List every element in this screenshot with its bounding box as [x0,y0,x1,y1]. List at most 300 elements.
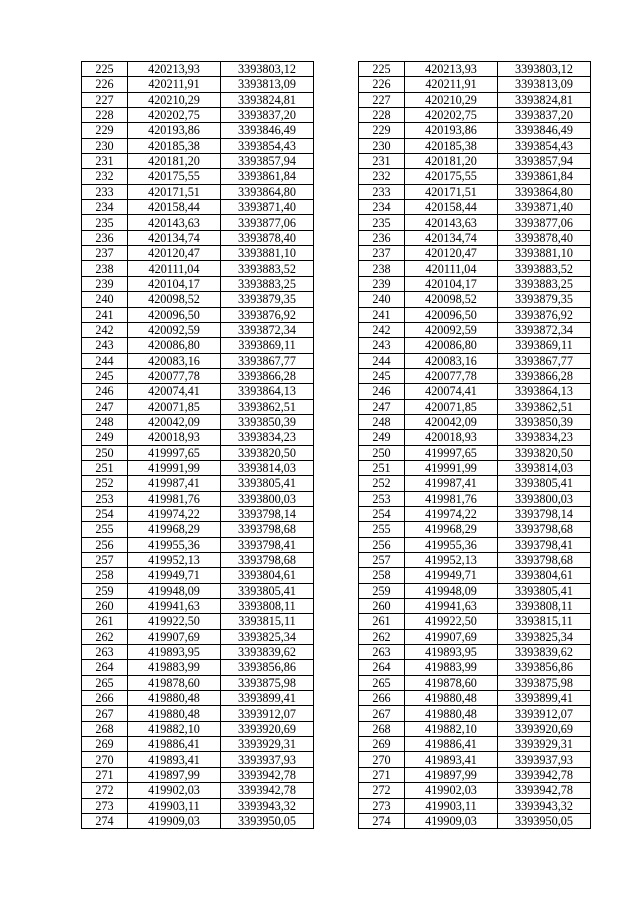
column-gap [314,460,359,475]
right-x-coordinate-cell: 419886,41 [405,737,498,752]
table-row [82,583,591,598]
left-point-number-cell: 246 [82,384,128,399]
right-point-number-cell: 228 [359,108,405,123]
column-gap [314,629,359,644]
right-x-coordinate-cell: 419955,36 [405,537,498,552]
left-x-coordinate-cell: 419948,09 [128,583,221,598]
left-point-number-cell: 233 [82,184,128,199]
right-y-coordinate-cell: 3393825,34 [498,629,591,644]
left-y-coordinate-cell: 3393876,92 [221,307,314,322]
column-gap [314,384,359,399]
left-y-coordinate-cell: 3393825,34 [221,629,314,644]
right-y-coordinate-cell: 3393803,12 [498,62,591,77]
table-row [82,138,591,153]
left-x-coordinate-cell: 420096,50 [128,307,221,322]
left-y-coordinate-cell: 3393805,41 [221,476,314,491]
table-row [82,230,591,245]
right-point-number-cell: 274 [359,813,405,828]
right-x-coordinate-cell: 420181,20 [405,154,498,169]
right-y-coordinate-cell: 3393798,68 [498,553,591,568]
left-y-coordinate-cell: 3393937,93 [221,752,314,767]
column-gap [314,645,359,660]
right-y-coordinate-cell: 3393856,86 [498,660,591,675]
right-point-number-cell: 257 [359,553,405,568]
left-point-number-cell: 267 [82,706,128,721]
table-row [82,783,591,798]
right-y-coordinate-cell: 3393815,11 [498,614,591,629]
column-gap [314,138,359,153]
left-point-number-cell: 251 [82,460,128,475]
left-x-coordinate-cell: 420213,93 [128,62,221,77]
right-x-coordinate-cell: 419909,03 [405,813,498,828]
column-gap [314,230,359,245]
table-row [82,645,591,660]
left-point-number-cell: 250 [82,445,128,460]
left-point-number-cell: 256 [82,537,128,552]
table-row [82,752,591,767]
right-y-coordinate-cell: 3393805,41 [498,583,591,598]
table-row [82,338,591,353]
left-y-coordinate-cell: 3393872,34 [221,322,314,337]
right-y-coordinate-cell: 3393820,50 [498,445,591,460]
left-y-coordinate-cell: 3393805,41 [221,583,314,598]
right-y-coordinate-cell: 3393804,61 [498,568,591,583]
column-gap [314,568,359,583]
right-x-coordinate-cell: 420092,59 [405,322,498,337]
left-point-number-cell: 238 [82,261,128,276]
left-y-coordinate-cell: 3393856,86 [221,660,314,675]
right-point-number-cell: 236 [359,230,405,245]
column-gap [314,92,359,107]
right-point-number-cell: 269 [359,737,405,752]
right-y-coordinate-cell: 3393864,80 [498,184,591,199]
column-gap [314,368,359,383]
right-point-number-cell: 249 [359,430,405,445]
table-row [82,798,591,813]
column-gap [314,215,359,230]
right-y-coordinate-cell: 3393839,62 [498,645,591,660]
left-y-coordinate-cell: 3393881,10 [221,246,314,261]
table-row [82,537,591,552]
left-y-coordinate-cell: 3393861,84 [221,169,314,184]
right-y-coordinate-cell: 3393875,98 [498,675,591,690]
left-point-number-cell: 258 [82,568,128,583]
left-point-number-cell: 268 [82,721,128,736]
right-point-number-cell: 241 [359,307,405,322]
right-x-coordinate-cell: 419997,65 [405,445,498,460]
left-y-coordinate-cell: 3393798,68 [221,553,314,568]
table-row [82,491,591,506]
table-row [82,460,591,475]
left-x-coordinate-cell: 419897,99 [128,767,221,782]
column-gap [314,445,359,460]
left-y-coordinate-cell: 3393899,41 [221,691,314,706]
right-x-coordinate-cell: 419941,63 [405,599,498,614]
table-row [82,414,591,429]
right-x-coordinate-cell: 419880,48 [405,706,498,721]
right-x-coordinate-cell: 419987,41 [405,476,498,491]
right-y-coordinate-cell: 3393813,09 [498,77,591,92]
left-x-coordinate-cell: 420018,93 [128,430,221,445]
right-x-coordinate-cell: 420104,17 [405,276,498,291]
table-row [82,660,591,675]
left-x-coordinate-cell: 419968,29 [128,522,221,537]
table-row [82,261,591,276]
right-y-coordinate-cell: 3393869,11 [498,338,591,353]
table-row [82,276,591,291]
table-row [82,184,591,199]
right-y-coordinate-cell: 3393864,13 [498,384,591,399]
left-y-coordinate-cell: 3393804,61 [221,568,314,583]
right-x-coordinate-cell: 420202,75 [405,108,498,123]
column-gap [314,476,359,491]
right-point-number-cell: 255 [359,522,405,537]
column-gap [314,721,359,736]
right-point-number-cell: 235 [359,215,405,230]
left-point-number-cell: 243 [82,338,128,353]
left-point-number-cell: 225 [82,62,128,77]
right-point-number-cell: 251 [359,460,405,475]
table-row [82,62,591,77]
table-row [82,737,591,752]
right-y-coordinate-cell: 3393876,92 [498,307,591,322]
left-y-coordinate-cell: 3393878,40 [221,230,314,245]
left-x-coordinate-cell: 419907,69 [128,629,221,644]
table-row [82,553,591,568]
right-x-coordinate-cell: 420098,52 [405,292,498,307]
right-x-coordinate-cell: 419974,22 [405,506,498,521]
left-x-coordinate-cell: 419909,03 [128,813,221,828]
right-point-number-cell: 231 [359,154,405,169]
right-point-number-cell: 226 [359,77,405,92]
left-x-coordinate-cell: 419941,63 [128,599,221,614]
right-point-number-cell: 264 [359,660,405,675]
left-point-number-cell: 255 [82,522,128,537]
left-y-coordinate-cell: 3393869,11 [221,338,314,353]
left-point-number-cell: 265 [82,675,128,690]
column-gap [314,614,359,629]
right-y-coordinate-cell: 3393883,25 [498,276,591,291]
column-gap [314,62,359,77]
left-x-coordinate-cell: 420077,78 [128,368,221,383]
column-gap [314,276,359,291]
left-y-coordinate-cell: 3393942,78 [221,783,314,798]
left-point-number-cell: 231 [82,154,128,169]
right-x-coordinate-cell: 420018,93 [405,430,498,445]
right-y-coordinate-cell: 3393878,40 [498,230,591,245]
right-point-number-cell: 265 [359,675,405,690]
right-y-coordinate-cell: 3393920,69 [498,721,591,736]
left-x-coordinate-cell: 419903,11 [128,798,221,813]
left-y-coordinate-cell: 3393862,51 [221,399,314,414]
right-point-number-cell: 232 [359,169,405,184]
right-x-coordinate-cell: 419981,76 [405,491,498,506]
right-y-coordinate-cell: 3393899,41 [498,691,591,706]
left-x-coordinate-cell: 420086,80 [128,338,221,353]
table-row [82,246,591,261]
left-x-coordinate-cell: 420185,38 [128,138,221,153]
left-x-coordinate-cell: 420158,44 [128,200,221,215]
left-point-number-cell: 274 [82,813,128,828]
column-gap [314,660,359,675]
left-x-coordinate-cell: 419981,76 [128,491,221,506]
table-row [82,108,591,123]
table-row [82,721,591,736]
right-x-coordinate-cell: 419922,50 [405,614,498,629]
right-point-number-cell: 243 [359,338,405,353]
table-row [82,353,591,368]
right-y-coordinate-cell: 3393854,43 [498,138,591,153]
right-point-number-cell: 273 [359,798,405,813]
right-point-number-cell: 256 [359,537,405,552]
right-x-coordinate-cell: 419883,99 [405,660,498,675]
left-y-coordinate-cell: 3393815,11 [221,614,314,629]
table-row [82,77,591,92]
right-point-number-cell: 247 [359,399,405,414]
table-row [82,169,591,184]
right-point-number-cell: 229 [359,123,405,138]
table-row [82,215,591,230]
left-point-number-cell: 261 [82,614,128,629]
left-x-coordinate-cell: 419893,41 [128,752,221,767]
right-x-coordinate-cell: 419948,09 [405,583,498,598]
coordinates-table-body [82,62,591,829]
left-point-number-cell: 240 [82,292,128,307]
right-y-coordinate-cell: 3393808,11 [498,599,591,614]
left-point-number-cell: 230 [82,138,128,153]
table-row [82,368,591,383]
left-y-coordinate-cell: 3393866,28 [221,368,314,383]
right-x-coordinate-cell: 420120,47 [405,246,498,261]
column-gap [314,798,359,813]
right-x-coordinate-cell: 419893,41 [405,752,498,767]
right-point-number-cell: 263 [359,645,405,660]
column-gap [314,399,359,414]
right-y-coordinate-cell: 3393805,41 [498,476,591,491]
left-point-number-cell: 244 [82,353,128,368]
left-y-coordinate-cell: 3393814,03 [221,460,314,475]
left-x-coordinate-cell: 419991,99 [128,460,221,475]
right-point-number-cell: 244 [359,353,405,368]
right-x-coordinate-cell: 420134,74 [405,230,498,245]
right-point-number-cell: 271 [359,767,405,782]
column-gap [314,154,359,169]
left-x-coordinate-cell: 420104,17 [128,276,221,291]
left-y-coordinate-cell: 3393871,40 [221,200,314,215]
column-gap [314,322,359,337]
left-x-coordinate-cell: 420083,16 [128,353,221,368]
right-point-number-cell: 242 [359,322,405,337]
right-x-coordinate-cell: 419878,60 [405,675,498,690]
right-y-coordinate-cell: 3393861,84 [498,169,591,184]
left-point-number-cell: 247 [82,399,128,414]
right-point-number-cell: 225 [359,62,405,77]
right-x-coordinate-cell: 420083,16 [405,353,498,368]
left-y-coordinate-cell: 3393813,09 [221,77,314,92]
left-y-coordinate-cell: 3393864,13 [221,384,314,399]
right-y-coordinate-cell: 3393871,40 [498,200,591,215]
left-y-coordinate-cell: 3393883,52 [221,261,314,276]
table-row [82,292,591,307]
table-row [82,629,591,644]
right-y-coordinate-cell: 3393798,68 [498,522,591,537]
left-y-coordinate-cell: 3393800,03 [221,491,314,506]
left-point-number-cell: 272 [82,783,128,798]
right-x-coordinate-cell: 420042,09 [405,414,498,429]
right-x-coordinate-cell: 419968,29 [405,522,498,537]
column-gap [314,737,359,752]
left-x-coordinate-cell: 419893,95 [128,645,221,660]
left-x-coordinate-cell: 419922,50 [128,614,221,629]
right-point-number-cell: 268 [359,721,405,736]
left-point-number-cell: 239 [82,276,128,291]
left-point-number-cell: 273 [82,798,128,813]
column-gap [314,338,359,353]
left-x-coordinate-cell: 419878,60 [128,675,221,690]
left-point-number-cell: 266 [82,691,128,706]
right-x-coordinate-cell: 419902,03 [405,783,498,798]
right-y-coordinate-cell: 3393866,28 [498,368,591,383]
column-gap [314,706,359,721]
left-point-number-cell: 237 [82,246,128,261]
left-x-coordinate-cell: 419883,99 [128,660,221,675]
left-y-coordinate-cell: 3393857,94 [221,154,314,169]
right-y-coordinate-cell: 3393850,39 [498,414,591,429]
column-gap [314,583,359,598]
column-gap [314,246,359,261]
right-x-coordinate-cell: 419882,10 [405,721,498,736]
left-x-coordinate-cell: 420202,75 [128,108,221,123]
table-row [82,92,591,107]
column-gap [314,77,359,92]
right-y-coordinate-cell: 3393800,03 [498,491,591,506]
left-point-number-cell: 234 [82,200,128,215]
left-point-number-cell: 226 [82,77,128,92]
right-x-coordinate-cell: 420111,04 [405,261,498,276]
right-point-number-cell: 267 [359,706,405,721]
left-x-coordinate-cell: 419987,41 [128,476,221,491]
left-point-number-cell: 242 [82,322,128,337]
left-y-coordinate-cell: 3393864,80 [221,184,314,199]
right-x-coordinate-cell: 420175,55 [405,169,498,184]
left-x-coordinate-cell: 420120,47 [128,246,221,261]
right-y-coordinate-cell: 3393872,34 [498,322,591,337]
table-row [82,522,591,537]
table-row [82,614,591,629]
right-point-number-cell: 248 [359,414,405,429]
left-x-coordinate-cell: 419880,48 [128,706,221,721]
left-x-coordinate-cell: 420111,04 [128,261,221,276]
right-y-coordinate-cell: 3393943,32 [498,798,591,813]
right-point-number-cell: 246 [359,384,405,399]
right-x-coordinate-cell: 419903,11 [405,798,498,813]
left-point-number-cell: 259 [82,583,128,598]
left-y-coordinate-cell: 3393837,20 [221,108,314,123]
right-x-coordinate-cell: 420143,63 [405,215,498,230]
left-point-number-cell: 254 [82,506,128,521]
left-point-number-cell: 227 [82,92,128,107]
right-x-coordinate-cell: 420071,85 [405,399,498,414]
right-point-number-cell: 272 [359,783,405,798]
right-x-coordinate-cell: 420185,38 [405,138,498,153]
table-row [82,813,591,828]
right-x-coordinate-cell: 420213,93 [405,62,498,77]
left-y-coordinate-cell: 3393798,14 [221,506,314,521]
right-y-coordinate-cell: 3393937,93 [498,752,591,767]
left-point-number-cell: 232 [82,169,128,184]
right-x-coordinate-cell: 419907,69 [405,629,498,644]
table-row [82,506,591,521]
right-y-coordinate-cell: 3393929,31 [498,737,591,752]
column-gap [314,184,359,199]
column-gap [314,691,359,706]
table-row [82,154,591,169]
left-y-coordinate-cell: 3393912,07 [221,706,314,721]
left-y-coordinate-cell: 3393875,98 [221,675,314,690]
left-y-coordinate-cell: 3393920,69 [221,721,314,736]
right-y-coordinate-cell: 3393857,94 [498,154,591,169]
left-y-coordinate-cell: 3393820,50 [221,445,314,460]
right-y-coordinate-cell: 3393877,06 [498,215,591,230]
left-x-coordinate-cell: 420211,91 [128,77,221,92]
right-y-coordinate-cell: 3393824,81 [498,92,591,107]
left-point-number-cell: 249 [82,430,128,445]
left-y-coordinate-cell: 3393808,11 [221,599,314,614]
right-y-coordinate-cell: 3393846,49 [498,123,591,138]
left-point-number-cell: 263 [82,645,128,660]
left-x-coordinate-cell: 419880,48 [128,691,221,706]
left-y-coordinate-cell: 3393834,23 [221,430,314,445]
left-point-number-cell: 269 [82,737,128,752]
table-row [82,476,591,491]
column-gap [314,491,359,506]
right-x-coordinate-cell: 419893,95 [405,645,498,660]
left-y-coordinate-cell: 3393950,05 [221,813,314,828]
right-point-number-cell: 230 [359,138,405,153]
left-x-coordinate-cell: 420210,29 [128,92,221,107]
table-row [82,307,591,322]
left-y-coordinate-cell: 3393877,06 [221,215,314,230]
right-y-coordinate-cell: 3393879,35 [498,292,591,307]
left-x-coordinate-cell: 420181,20 [128,154,221,169]
right-point-number-cell: 266 [359,691,405,706]
right-point-number-cell: 238 [359,261,405,276]
left-point-number-cell: 236 [82,230,128,245]
column-gap [314,200,359,215]
column-gap [314,675,359,690]
left-x-coordinate-cell: 420071,85 [128,399,221,414]
left-point-number-cell: 262 [82,629,128,644]
right-y-coordinate-cell: 3393883,52 [498,261,591,276]
left-y-coordinate-cell: 3393798,41 [221,537,314,552]
left-y-coordinate-cell: 3393846,49 [221,123,314,138]
left-x-coordinate-cell: 419955,36 [128,537,221,552]
right-point-number-cell: 270 [359,752,405,767]
left-y-coordinate-cell: 3393929,31 [221,737,314,752]
left-x-coordinate-cell: 419974,22 [128,506,221,521]
right-point-number-cell: 260 [359,599,405,614]
right-point-number-cell: 237 [359,246,405,261]
column-gap [314,506,359,521]
right-x-coordinate-cell: 419952,13 [405,553,498,568]
right-x-coordinate-cell: 420077,78 [405,368,498,383]
left-x-coordinate-cell: 420092,59 [128,322,221,337]
left-y-coordinate-cell: 3393883,25 [221,276,314,291]
left-y-coordinate-cell: 3393942,78 [221,767,314,782]
right-y-coordinate-cell: 3393867,77 [498,353,591,368]
column-gap [314,767,359,782]
table-row [82,200,591,215]
